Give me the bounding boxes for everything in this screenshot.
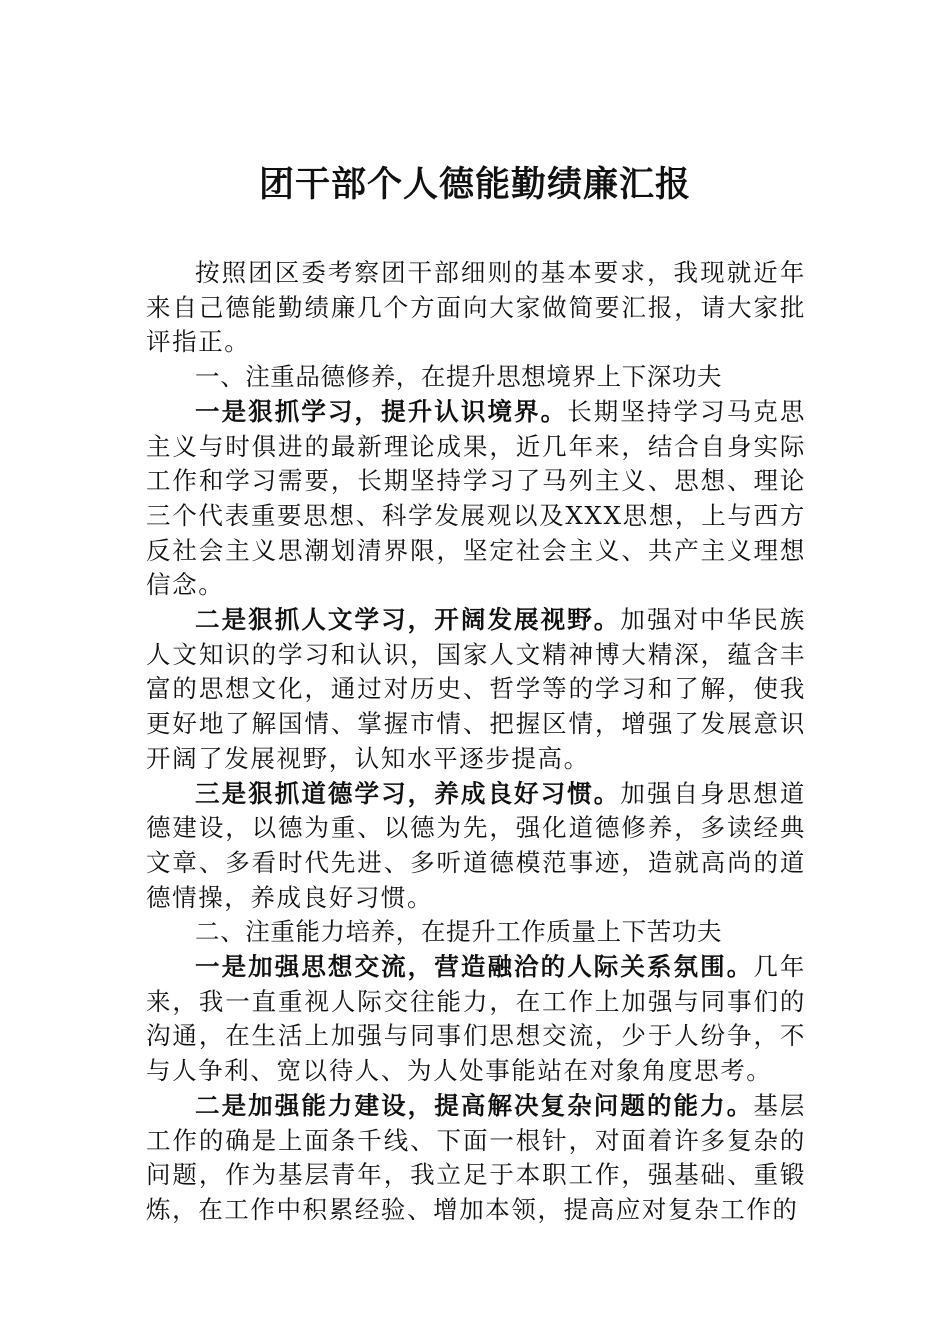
item-lead: 一是加强思想交流，营造融洽的人际关系氛围。 (195, 952, 754, 982)
item-text: 长期坚持学习马克思主义与时俱进的最新理论成果，近几年来，结合自身实际工作和学习需要，长期坚持学习了马列主义、思想、理论三个代表重要思想、科学发展观以及XXX思想，上与西方反社会主义思潮划清界限，坚定社会主义、共产主义理想信念。 (146, 396, 806, 600)
section-2-item-2 (146, 1089, 806, 1228)
document-title: 团干部个人德能勤绩廉汇报 (258, 164, 691, 205)
section-1-item-3 (146, 777, 806, 916)
item-lead: 二是狠抓人文学习，开阔发展视野。 (195, 605, 621, 635)
item-lead: 二是加强能力建设，提高解决复杂问题的能力。 (195, 1090, 754, 1120)
item-text: 加强自身思想道德建设，以德为重、以德为先，强化道德修养，多读经典文章、多看时代先进、多听道德模范事迹，造就高尚的道德情操，养成良好习惯。 (146, 778, 806, 912)
section-2-item-1 (146, 950, 806, 1089)
section-1-item-2 (146, 603, 806, 777)
item-lead: 三是狠抓道德学习，养成良好习惯。 (195, 778, 621, 808)
section-1-item-1 (146, 395, 806, 603)
section-heading-2: 二、注重能力培养，在提升工作质量上下苦功夫 (195, 917, 723, 947)
item-text: 几年来，我一直重视人际交往能力，在工作上加强与同事们的沟通，在生活上加强与同事们思想交流，少于人纷争，不与人争利、宽以待人、为人处事能站在对象角度思考。 (146, 952, 806, 1086)
item-text: 加强对中华民族人文知识的学习和认识，国家人文精神博大精深，蕴含丰富的思想文化，通过对历史、哲学等的学习和了解，使我更好地了解国情、掌握市情、把握区情，增强了发展意识开阔了发展视野，认知水平逐步提高。 (146, 605, 806, 773)
item-lead: 一是狠抓学习，提升认识境界。 (195, 396, 568, 426)
document-body (146, 256, 806, 1228)
item-text: 基层工作的确是上面条千线、下面一根针，对面着许多复杂的问题，作为基层青年，我立足于本职工作，强基础、重锻炼，在工作中积累经验、增加本领，提高应对复杂工作的 (146, 1090, 806, 1224)
section-heading-1: 一、注重品德修养，在提升思想境界上下深功夫 (195, 362, 723, 392)
intro-paragraph: 按照团区委考察团干部细则的基本要求，我现就近年来自己德能勤绩廉几个方面向大家做简要汇报，请大家批评指正。 (146, 258, 806, 357)
